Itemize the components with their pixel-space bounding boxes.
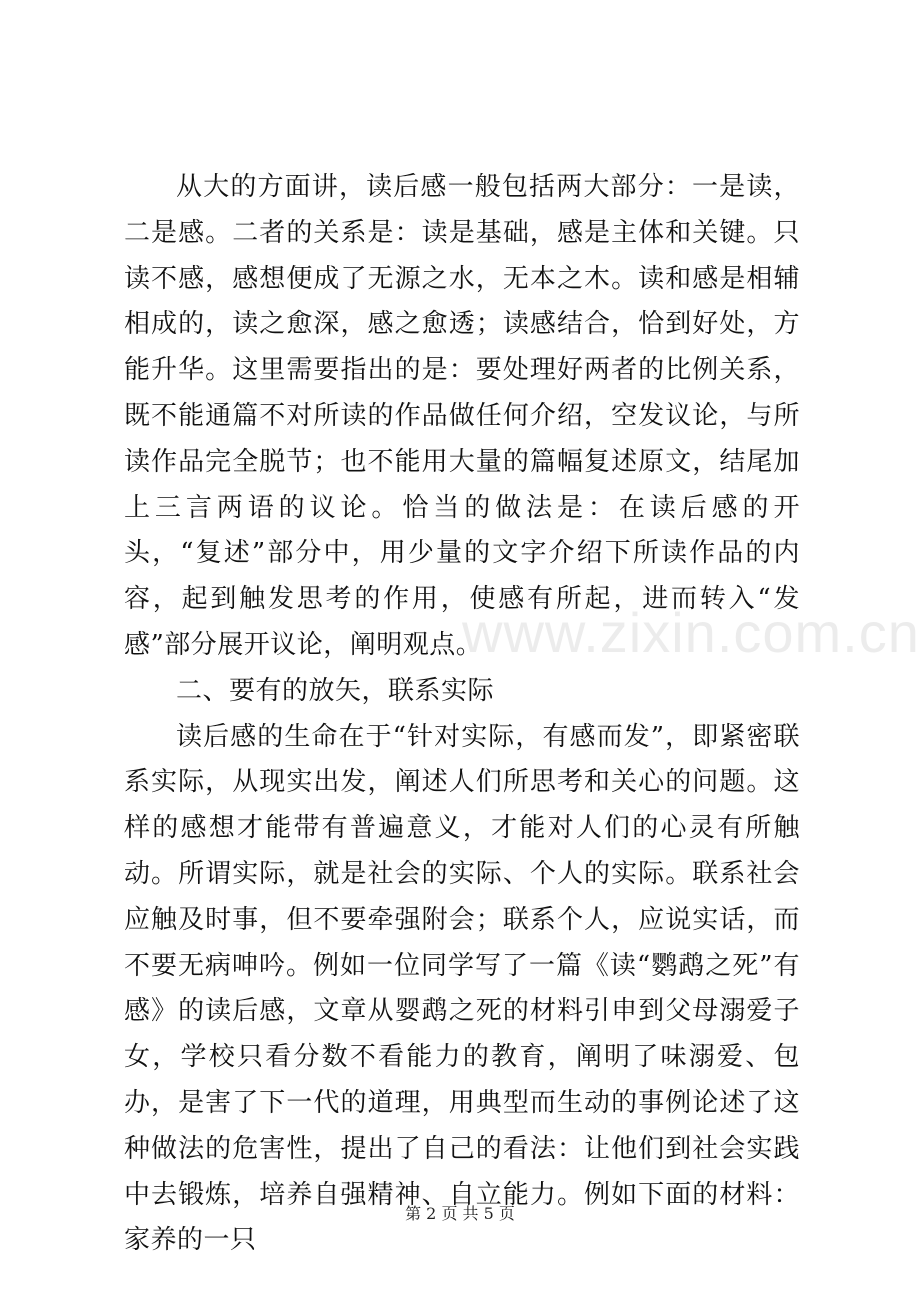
page-footer: 第 2 页 共 5 页 xyxy=(405,1204,515,1223)
paragraph-reading-and-feeling: 从大的方面讲，读后感一般包括两大部分：一是读，二是感。二者的关系是：读是基础，感是主体和关键。只读不感，感想便成了无源之水，无本之木。读和感是相辅相成的，读之愈深，感之愈透；读感结合，恰到好处，方能升华。这里需要指出的是：要处理好两者的比例关系，既不能通篇不对所读的作品做任何介绍，空发议论，与所读作品完全脱节；也不能用大量的篇幅复述原文，结尾加上三言两语的议论。恰当的做法是：在读后感的开头，“复述”部分中，用少量的文字介绍下所读作品的内容，起到触发思考的作用，使感有所起，进而转入“发感”部分展开议论，阐明观点。 xyxy=(124,172,800,660)
section-heading: 二、要有的放矢，联系实际 xyxy=(176,675,495,706)
document-body xyxy=(124,165,800,1264)
watermark-text: www.zixin.com.cn xyxy=(462,601,920,664)
paragraph-connect-reality: 读后感的生命在于“针对实际，有感而发”，即紧密联系实际，从现实出发，阐述人们所思考和关心的问题。这样的感想才能带有普遍意义，才能对人们的心灵有所触动。所谓实际，就是社会的实际、个人的实际。联系社会应触及时事，但不要牵强附会；联系个人，应说实话，而不要无病呻吟。例如一位同学写了一篇《读“鹦鹉之死”有感》的读后感，文章从婴鹉之死的材料引申到父母溺爱子女，学校只看分数不看能力的教育，阐明了味溺爱、包办，是害了下一代的道理，用典型而生动的事例论述了这种做法的危害性，提出了自己的看法：让他们到社会实践中去锻炼，培养自强精神、自立能力。例如下面的材料：家养的一只 xyxy=(124,721,800,1256)
